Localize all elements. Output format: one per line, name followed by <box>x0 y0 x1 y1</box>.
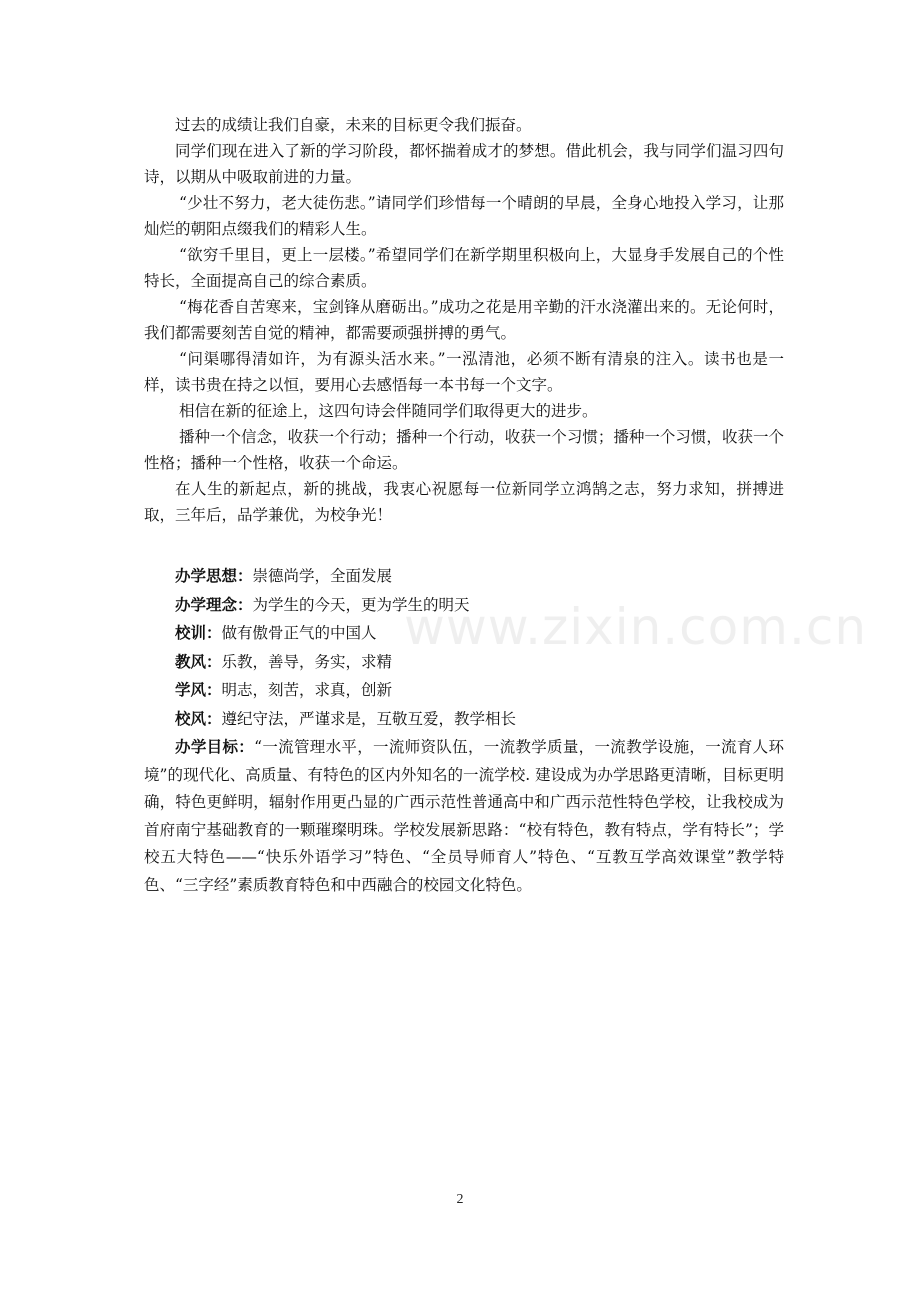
motto-label: 校风： <box>175 708 222 728</box>
motto-teaching-style <box>144 648 784 677</box>
section-gap <box>144 554 784 562</box>
motto-text: 明志，刻苦，求真，创新 <box>221 681 393 699</box>
paragraph-poem-2: “欲穷千里目，更上一层楼。”希望同学们在新学期里积极向上，大显身手发展自己的个性特长，全面提高自己的综合素质。 <box>144 246 784 290</box>
paragraph-poem-3: “梅花香自苦寒来，宝剑锋从磨砺出。”成功之花是用辛勤的汗水浇灌出来的。无论何时，我们都需要刻苦自觉的精神，都需要顽强拼搏的勇气。 <box>144 298 784 342</box>
motto-school-style <box>144 705 784 734</box>
motto-text: 遵纪守法，严谨求是，互敬互爱，教学相长 <box>221 709 517 728</box>
motto-text: 崇德尚学，全面发展 <box>252 567 393 585</box>
watermark: www.zixin.com.cn <box>404 598 868 656</box>
paragraph-sowing: 播种一个信念，收获一个行动；播种一个行动，收获一个习惯；播种一个习惯，收获一个性格；播种一个性格，收获一个命运。 <box>144 428 784 472</box>
paragraph-wishes: 在人生的新起点，新的挑战，我衷心祝愿每一位新同学立鸿鹄之志，努力求知，拼搏进取，三年后，品学兼优，为校争光！ <box>144 480 784 524</box>
motto-school-goal <box>144 733 784 899</box>
page-number: 2 <box>456 1192 464 1207</box>
paragraph-intro: 过去的成绩让我们自豪，未来的目标更令我们振奋。 <box>175 116 532 134</box>
paragraph-poem-4: “问渠哪得清如许，为有源头活水来。”一泓清池，必须不断有清泉的注入。读书也是一样，读书贵在持之以恒，要用心去感悟每一本书每一个文字。 <box>144 350 784 394</box>
motto-school-philosophy <box>144 591 784 620</box>
motto-label: 校训： <box>175 623 222 642</box>
motto-label: 办学目标： <box>175 737 255 756</box>
motto-text: 乐教，善导，务实，求精 <box>221 652 393 671</box>
motto-text: “一流管理水平，一流师资队伍，一流教学质量，一流教学设施，一流育人环境”的现代化、高质量、有特色的区内外知名的一流学校. 建设成为办学思路更清晰，目标更明确，特色更鲜明，辐射作用更凸显的广西示范性普通高中和广西示范性特色学校，让我校成为首府南宁基础教育的一颗璀璨明珠。学校发展新思路：“校有特色，教有特点，学有特长”；学校五大特色——“快乐外语学习”特色、“全员导师育人”特色、“互教互学高效课堂”教学特色、“三字经”素质教育特色和中西融合的校园文化特色。 <box>144 738 784 894</box>
motto-text: 为学生的今天，更为学生的明天 <box>252 595 470 614</box>
motto-label: 教风： <box>175 651 222 671</box>
motto-label: 办学理念： <box>175 594 253 614</box>
motto-school-thought <box>144 562 784 591</box>
motto-study-style <box>144 676 784 705</box>
paragraph-journey: 相信在新的征途上，这四句诗会伴随同学们取得更大的进步。 <box>179 402 598 420</box>
paragraph-poem-1: “少壮不努力，老大徒伤悲。”请同学们珍惜每一个晴朗的早晨，全身心地投入学习，让那灿烂的朝阳点缀我们的精彩人生。 <box>144 194 784 238</box>
motto-school-motto <box>144 619 784 648</box>
section-gap <box>144 528 784 554</box>
motto-text: 做有傲骨正气的中国人 <box>221 624 377 642</box>
page-content <box>144 112 784 899</box>
paragraph-poems-intro: 同学们现在进入了新的学习阶段，都怀揣着成才的梦想。借此机会，我与同学们温习四句诗，以期从中吸取前进的力量。 <box>144 142 784 186</box>
motto-label: 学风： <box>175 680 222 699</box>
motto-label: 办学思想： <box>175 566 253 585</box>
